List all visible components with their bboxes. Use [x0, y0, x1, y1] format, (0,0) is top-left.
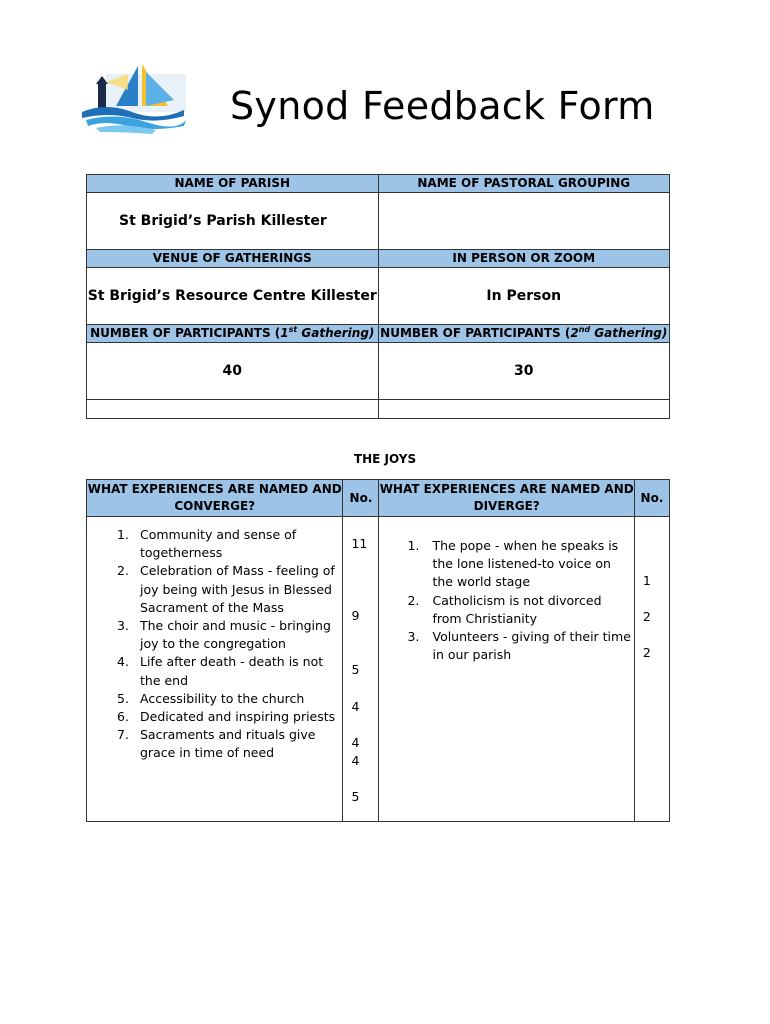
participants-second-value: 30 [378, 343, 670, 400]
pastoral-grouping-value [378, 193, 670, 250]
count-value: 2 [642, 645, 651, 660]
in-person-or-zoom-header: IN PERSON OR ZOOM [378, 250, 670, 268]
converge-count-header: No. [343, 480, 379, 517]
parish-name-header: NAME OF PARISH [87, 175, 379, 193]
converge-list-cell [87, 517, 343, 822]
joys-table [86, 479, 670, 822]
in-person-or-zoom-value: In Person [378, 268, 670, 325]
diverge-list-cell [379, 517, 634, 822]
converge-count-cell [343, 517, 379, 822]
parish-details-table [86, 174, 670, 419]
list-item: 3. Volunteers - giving of their time in our parish [407, 629, 631, 663]
list-item: 5. Accessibility to the church [117, 690, 305, 706]
count-value: 2 [642, 609, 651, 624]
pastoral-grouping-header: NAME OF PASTORAL GROUPING [378, 175, 670, 193]
count-value: 1 [642, 573, 651, 588]
participants-first-header: NUMBER OF PARTICIPANTS (1st Gathering) [87, 325, 379, 343]
venue-value: St Brigid’s Resource Centre Killester [87, 268, 379, 325]
participants-second-header: NUMBER OF PARTICIPANTS (2nd Gathering) [378, 325, 670, 343]
list-item: 1. Community and sense of togetherness [117, 527, 297, 561]
diverge-header: WHAT EXPERIENCES ARE NAMED AND DIVERGE? [379, 480, 634, 517]
empty-cell [378, 400, 670, 419]
diverge-count-cell [634, 517, 669, 822]
parish-name-value: St Brigid’s Parish Killester [87, 193, 379, 250]
list-item: 6. Dedicated and inspiring priests [117, 709, 336, 725]
venue-header: VENUE OF GATHERINGS [87, 250, 379, 268]
count-value: 4 [351, 735, 360, 750]
diverge-list [379, 537, 633, 664]
converge-list [87, 526, 342, 763]
diverge-count-header: No. [634, 480, 669, 517]
list-item: 3. The choir and music - bringing joy to the congregation [117, 618, 331, 652]
list-item: 1. The pope - when he speaks is the lone listened-to voice on the world stage [407, 538, 619, 590]
sailboat-lighthouse-logo [76, 62, 188, 136]
participants-first-value: 40 [87, 343, 379, 400]
section-title-joys: THE JOYS [353, 452, 417, 466]
page-title: Synod Feedback Form [230, 84, 655, 128]
count-value: 11 [351, 536, 368, 551]
list-item: 4. Life after death - death is not the end [117, 654, 324, 688]
converge-header: WHAT EXPERIENCES ARE NAMED AND CONVERGE? [87, 480, 343, 517]
count-value: 4 [351, 699, 360, 714]
count-value: 5 [351, 662, 360, 677]
list-item: 7. Sacraments and rituals give grace in time of need [117, 727, 316, 761]
count-value: 5 [351, 789, 360, 804]
count-value: 4 [351, 753, 360, 768]
list-item: 2. Catholicism is not divorced from Christianity [407, 592, 602, 626]
list-item: 2. Celebration of Mass - feeling of joy being with Jesus in Blessed Sacrament of the Mass [117, 563, 335, 615]
empty-cell [87, 400, 379, 419]
count-value: 9 [351, 608, 360, 623]
